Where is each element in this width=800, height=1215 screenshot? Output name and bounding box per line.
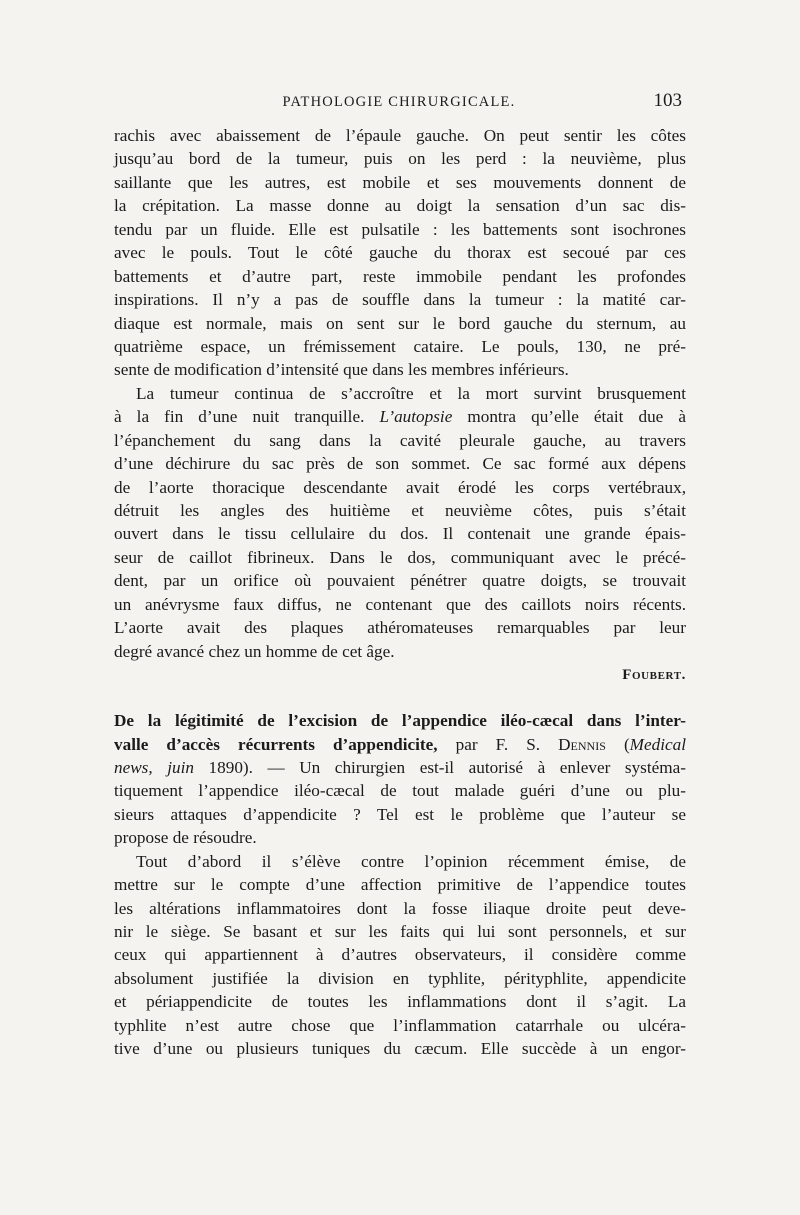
text-line: [114, 756, 686, 779]
text-line: tiquement l’appendice iléo-cæcal de tout malade guéri d’une ou plu-: [114, 781, 686, 801]
text-line: tive d’une ou plusieurs tuniques du cæcum. Elle succède à un engor-: [114, 1039, 686, 1059]
page-number: 103: [653, 90, 682, 111]
paragraph-autopsy: [114, 382, 686, 663]
signature-text: Foubert.: [622, 667, 686, 684]
text-line: sieurs attaques d’appendicite ? Tel est le problème que l’auteur se: [114, 804, 686, 824]
body-text: [114, 124, 686, 1061]
text-line: mettre sur le compte d’une affection primitive de l’appendice toutes: [114, 875, 686, 895]
text-line: nir le siège. Se basant et sur les faits qui lui sont personnels, et sur: [114, 922, 686, 941]
running-title: PATHOLOGIE CHIRURGICALE.: [282, 94, 516, 110]
article-review-appendicitis: [114, 709, 686, 1061]
text-segment: montra qu’elle était due à: [452, 407, 686, 427]
text-line: L’aorte avait des plaques athéromateuses remarquables par leur: [114, 618, 686, 638]
section-spacer: [114, 687, 686, 709]
text-line: avec le pouls. Tout le côté gauche du thorax est secoué par ces: [114, 243, 686, 263]
text-line: dent, par un orifice où pouvaient pénétrer quatre doigts, se trouvait: [114, 571, 686, 591]
text-line: diaque est normale, mais on sent sur le bord gauche du sternum, au: [114, 313, 686, 333]
text-line: battements et d’autre part, reste immobile pendant les profondes: [114, 266, 686, 286]
text-line: et périappendicite de toutes les inflammations dont il s’agit. La: [114, 992, 686, 1012]
text-segment: par F. S.: [437, 734, 559, 754]
text-segment: 1890). — Un chirurgien est-il autorisé à enlever systéma-: [193, 757, 686, 777]
text-line: d’une déchirure du sac près de son sommet. Ce sac formé aux dépens: [114, 454, 686, 474]
italic-term: L’autopsie: [379, 407, 453, 427]
text-line: [114, 405, 686, 428]
text-segment: (: [605, 734, 630, 754]
text-line: les altérations inflammatoires dont la fosse iliaque droite peut deve-: [114, 898, 686, 918]
text-line: sente de modification d’intensité que dans les membres inférieurs.: [114, 360, 569, 380]
text-segment: à la fin d’une nuit tranquille.: [114, 407, 380, 427]
text-line: saillante que les autres, est mobile et ses mouvements donnent de: [114, 172, 686, 192]
text-line: quatrième espace, un frémissement cataire. Le pouls, 130, ne pré-: [114, 336, 686, 356]
text-line: seur de caillot fibrineux. Dans le dos, communiquant avec le précé-: [114, 547, 686, 567]
text-line: jusqu’au bord de la tumeur, puis on les perd : la neuvième, plus: [114, 149, 686, 169]
text-line: typhlite n’est autre chose que l’inflammation catarrhale ou ulcéra-: [114, 1015, 686, 1035]
text-line: tendu par un fluide. Elle est pulsatile : les battements sont isochrones: [114, 219, 686, 239]
article-heading: valle d’accès récurrents d’appendicite,: [114, 734, 438, 754]
running-header: [116, 90, 682, 116]
journal-name: Medical: [629, 734, 686, 754]
author-name: Dennis: [558, 734, 606, 754]
text-line: ceux qui appartiennent à d’autres observateurs, il considère comme: [114, 945, 686, 965]
text-line: la crépitation. La masse donne au doigt la sensation d’un sac dis-: [114, 196, 686, 216]
text-line: inspirations. Il n’y a pas de souffle dans la tumeur : la matité car-: [114, 290, 686, 310]
article-heading: De la légitimité de l’excision de l’appendice iléo-cæcal dans l’inter-: [114, 711, 686, 731]
text-line: La tumeur continua de s’accroître et la mort survint brusquement: [136, 383, 686, 403]
text-line: degré avancé chez un homme de cet âge.: [114, 641, 395, 661]
article-heading-line: [114, 709, 686, 732]
text-line: absolument justifiée la division en typhlite, pérityphlite, appendicite: [114, 968, 686, 988]
text-line: de l’aorte thoracique descendante avait érodé les corps vertébraux,: [114, 477, 686, 497]
text-line: ouvert dans le tissu cellulaire du dos. Il contenait une grande épais-: [114, 524, 686, 544]
text-line: rachis avec abaissement de l’épaule gauche. On peut sentir les côtes: [114, 126, 686, 145]
text-line: Tout d’abord il s’élève contre l’opinion récemment émise, de: [136, 851, 686, 871]
text-line: propose de résoudre.: [114, 828, 257, 848]
text-line: l’épanchement du sang dans la cavité pleurale gauche, au travers: [114, 430, 686, 450]
journal-name: news, juin: [114, 757, 194, 777]
text-line: un anévrysme faux diffus, ne contenant que des caillots noirs récents.: [114, 594, 686, 614]
text-line: détruit les angles des huitième et neuvième côtes, puis s’était: [114, 501, 686, 520]
author-signature: [114, 663, 686, 687]
text-line: [114, 733, 686, 756]
paragraph-case-description: [114, 124, 686, 382]
